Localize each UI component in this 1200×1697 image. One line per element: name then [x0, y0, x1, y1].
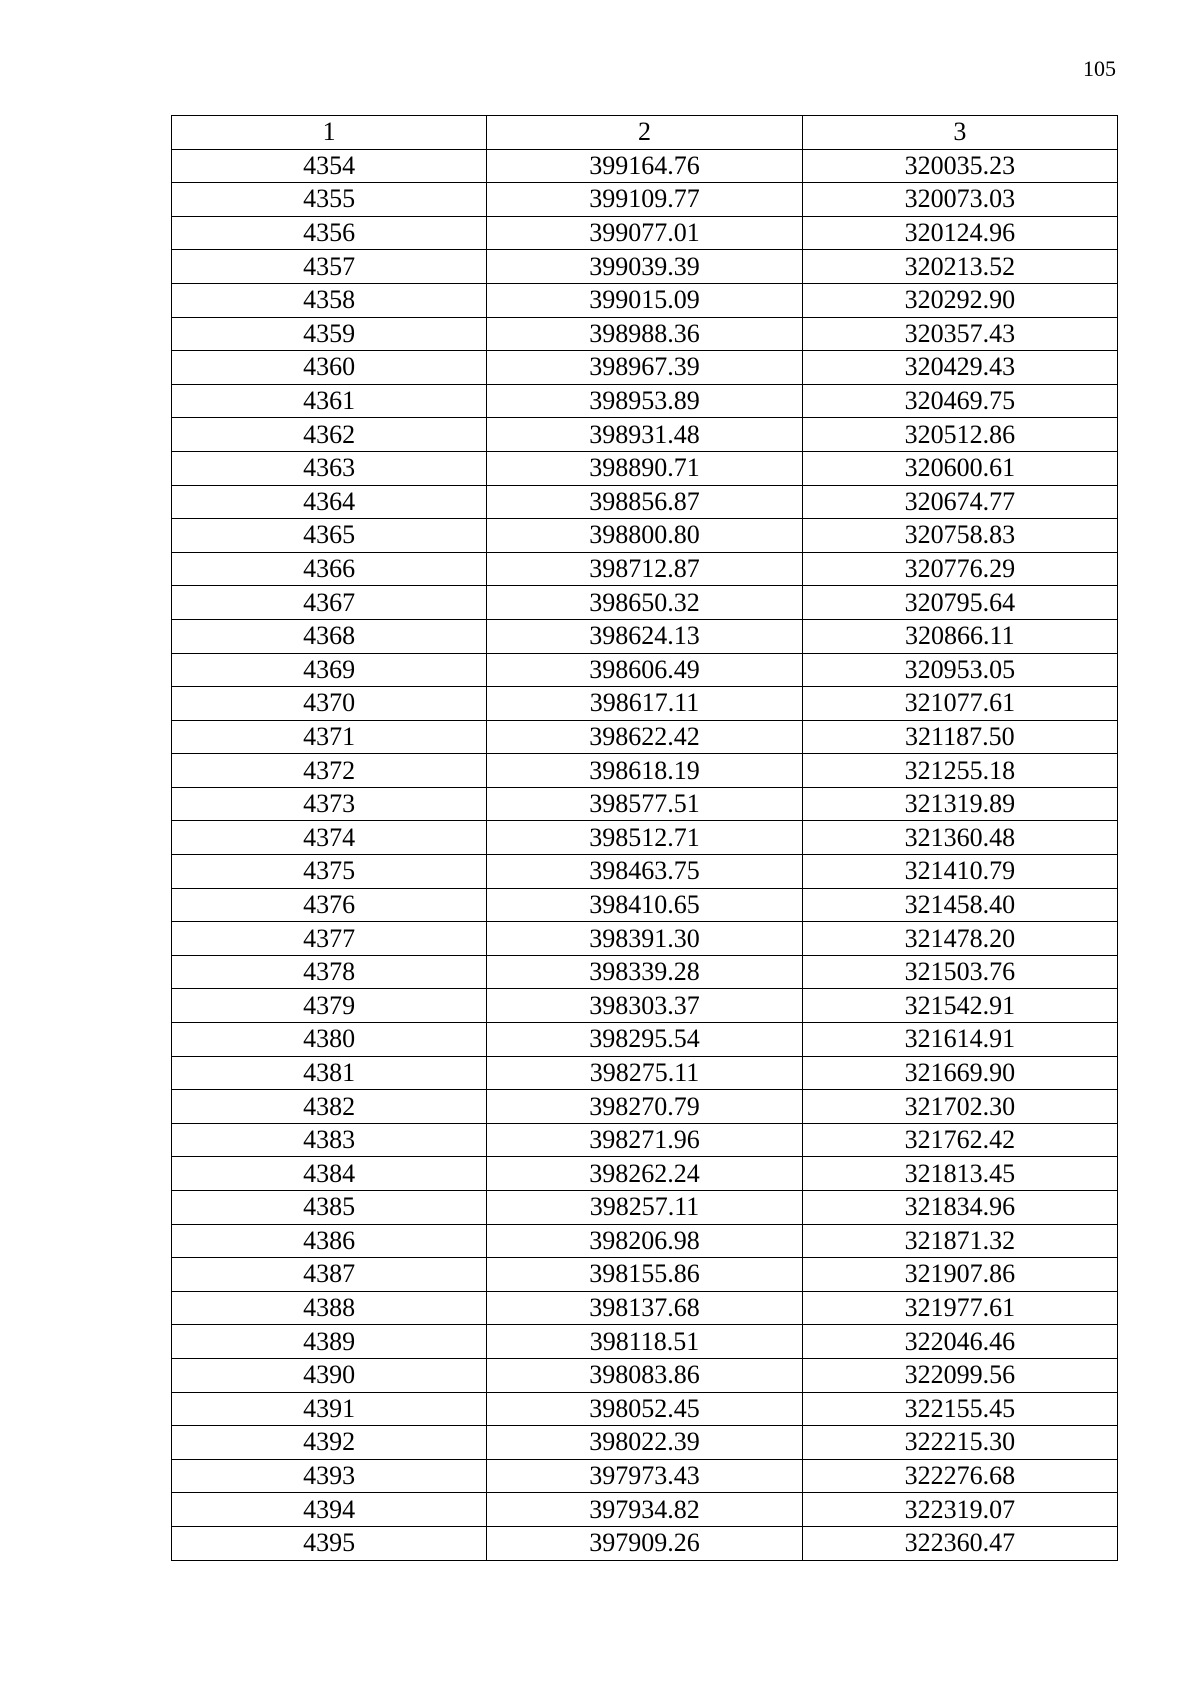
table-cell: 4380 [172, 1023, 487, 1057]
table-cell: 4388 [172, 1291, 487, 1325]
table-cell: 4366 [172, 552, 487, 586]
table-cell: 4364 [172, 485, 487, 519]
table-cell: 4376 [172, 888, 487, 922]
table-row [172, 351, 1118, 385]
table-row [172, 821, 1118, 855]
table-header [172, 116, 1118, 150]
table-cell: 398624.13 [487, 619, 802, 653]
table-row [172, 687, 1118, 721]
table-cell: 321669.90 [802, 1056, 1117, 1090]
table-cell: 4392 [172, 1426, 487, 1460]
table-cell: 398953.89 [487, 384, 802, 418]
table-cell: 398257.11 [487, 1191, 802, 1225]
table-row [172, 922, 1118, 956]
table-row [172, 1358, 1118, 1392]
table-cell: 398022.39 [487, 1426, 802, 1460]
table-cell: 321319.89 [802, 787, 1117, 821]
table-header-row [172, 116, 1118, 150]
table-row [172, 1157, 1118, 1191]
table-cell: 320953.05 [802, 653, 1117, 687]
table-row [172, 855, 1118, 889]
table-row [172, 888, 1118, 922]
table-cell: 4387 [172, 1258, 487, 1292]
table-row [172, 384, 1118, 418]
table-row [172, 1056, 1118, 1090]
table-row [172, 485, 1118, 519]
table-row [172, 1123, 1118, 1157]
table-cell: 320600.61 [802, 451, 1117, 485]
table-row [172, 1258, 1118, 1292]
table-cell: 321614.91 [802, 1023, 1117, 1057]
table-cell: 4391 [172, 1392, 487, 1426]
table-cell: 398463.75 [487, 855, 802, 889]
table-cell: 399109.77 [487, 183, 802, 217]
table-row [172, 586, 1118, 620]
table-cell: 398890.71 [487, 451, 802, 485]
table-cell: 321458.40 [802, 888, 1117, 922]
table-cell: 398967.39 [487, 351, 802, 385]
table-cell: 321410.79 [802, 855, 1117, 889]
table-cell: 321077.61 [802, 687, 1117, 721]
table-cell: 398270.79 [487, 1090, 802, 1124]
table-cell: 4369 [172, 653, 487, 687]
table-row [172, 1224, 1118, 1258]
table-cell: 4371 [172, 720, 487, 754]
table-cell: 398295.54 [487, 1023, 802, 1057]
table-cell: 398931.48 [487, 418, 802, 452]
table-cell: 4359 [172, 317, 487, 351]
table-cell: 398339.28 [487, 955, 802, 989]
table-cell: 398712.87 [487, 552, 802, 586]
table-cell: 321360.48 [802, 821, 1117, 855]
table-cell: 4354 [172, 149, 487, 183]
table-row [172, 552, 1118, 586]
table-cell: 320512.86 [802, 418, 1117, 452]
table-row [172, 216, 1118, 250]
table-cell: 399015.09 [487, 283, 802, 317]
table-cell: 322046.46 [802, 1325, 1117, 1359]
table-cell: 398606.49 [487, 653, 802, 687]
table-cell: 398622.42 [487, 720, 802, 754]
table-cell: 398391.30 [487, 922, 802, 956]
table-cell: 320866.11 [802, 619, 1117, 653]
table-cell: 4377 [172, 922, 487, 956]
table-cell: 321907.86 [802, 1258, 1117, 1292]
table-row [172, 1526, 1118, 1560]
table-cell: 4389 [172, 1325, 487, 1359]
table-row [172, 989, 1118, 1023]
table-body [172, 149, 1118, 1560]
table-cell: 321834.96 [802, 1191, 1117, 1225]
table-cell: 4357 [172, 250, 487, 284]
table-cell: 398650.32 [487, 586, 802, 620]
table-row [172, 787, 1118, 821]
table-cell: 322099.56 [802, 1358, 1117, 1392]
table-cell: 398206.98 [487, 1224, 802, 1258]
table-cell: 321478.20 [802, 922, 1117, 956]
page-number: 105 [1083, 56, 1116, 81]
table-cell: 398800.80 [487, 519, 802, 553]
column-header: 2 [487, 116, 802, 150]
table-cell: 4367 [172, 586, 487, 620]
table-cell: 322319.07 [802, 1493, 1117, 1527]
table-cell: 4368 [172, 619, 487, 653]
table-cell: 398275.11 [487, 1056, 802, 1090]
table-row [172, 720, 1118, 754]
table-cell: 398155.86 [487, 1258, 802, 1292]
table-row [172, 1291, 1118, 1325]
table-row [172, 1392, 1118, 1426]
table-cell: 320429.43 [802, 351, 1117, 385]
table-cell: 320776.29 [802, 552, 1117, 586]
table-cell: 398512.71 [487, 821, 802, 855]
table-row [172, 955, 1118, 989]
table-cell: 322360.47 [802, 1526, 1117, 1560]
table-cell: 4356 [172, 216, 487, 250]
table-cell: 321977.61 [802, 1291, 1117, 1325]
table-cell: 398618.19 [487, 754, 802, 788]
table-row [172, 418, 1118, 452]
table-cell: 4363 [172, 451, 487, 485]
table-cell: 320035.23 [802, 149, 1117, 183]
table-cell: 321503.76 [802, 955, 1117, 989]
table-cell: 399039.39 [487, 250, 802, 284]
table-cell: 321255.18 [802, 754, 1117, 788]
table-cell: 4385 [172, 1191, 487, 1225]
table-cell: 4374 [172, 821, 487, 855]
table-cell: 4355 [172, 183, 487, 217]
table-row [172, 149, 1118, 183]
table-cell: 4362 [172, 418, 487, 452]
column-header: 3 [802, 116, 1117, 150]
table-cell: 4372 [172, 754, 487, 788]
table-cell: 320469.75 [802, 384, 1117, 418]
table-cell: 398118.51 [487, 1325, 802, 1359]
table-cell: 320292.90 [802, 283, 1117, 317]
table-row [172, 754, 1118, 788]
coordinate-table [171, 115, 1118, 1561]
table-cell: 398617.11 [487, 687, 802, 721]
table-cell: 322155.45 [802, 1392, 1117, 1426]
table-row [172, 1325, 1118, 1359]
table-cell: 4383 [172, 1123, 487, 1157]
table-cell: 321813.45 [802, 1157, 1117, 1191]
table-row [172, 317, 1118, 351]
table-cell: 398410.65 [487, 888, 802, 922]
table-cell: 4360 [172, 351, 487, 385]
table-cell: 398988.36 [487, 317, 802, 351]
table-cell: 4381 [172, 1056, 487, 1090]
table-cell: 4386 [172, 1224, 487, 1258]
table-row [172, 1426, 1118, 1460]
table-cell: 398303.37 [487, 989, 802, 1023]
table-row [172, 451, 1118, 485]
table-cell: 4358 [172, 283, 487, 317]
table-row [172, 519, 1118, 553]
table-cell: 398262.24 [487, 1157, 802, 1191]
table-cell: 321871.32 [802, 1224, 1117, 1258]
table-cell: 4390 [172, 1358, 487, 1392]
table-cell: 399164.76 [487, 149, 802, 183]
table-row [172, 619, 1118, 653]
table-cell: 321702.30 [802, 1090, 1117, 1124]
table-cell: 399077.01 [487, 216, 802, 250]
table-cell: 320073.03 [802, 183, 1117, 217]
table-row [172, 250, 1118, 284]
table-cell: 320795.64 [802, 586, 1117, 620]
table-cell: 4394 [172, 1493, 487, 1527]
table-cell: 4379 [172, 989, 487, 1023]
table-cell: 321762.42 [802, 1123, 1117, 1157]
table-row [172, 1023, 1118, 1057]
table-cell: 4375 [172, 855, 487, 889]
table-cell: 397934.82 [487, 1493, 802, 1527]
table-cell: 321542.91 [802, 989, 1117, 1023]
table-row [172, 653, 1118, 687]
table-cell: 320213.52 [802, 250, 1117, 284]
table-cell: 397909.26 [487, 1526, 802, 1560]
table-cell: 398577.51 [487, 787, 802, 821]
table-row [172, 1493, 1118, 1527]
table-cell: 4370 [172, 687, 487, 721]
table-cell: 320758.83 [802, 519, 1117, 553]
table-cell: 4373 [172, 787, 487, 821]
table-row [172, 283, 1118, 317]
table-row [172, 1459, 1118, 1493]
table-cell: 4384 [172, 1157, 487, 1191]
table-cell: 4365 [172, 519, 487, 553]
table-row [172, 1090, 1118, 1124]
table-cell: 322215.30 [802, 1426, 1117, 1460]
column-header: 1 [172, 116, 487, 150]
table-cell: 398052.45 [487, 1392, 802, 1426]
table-row [172, 1191, 1118, 1225]
table-cell: 398856.87 [487, 485, 802, 519]
table-cell: 398271.96 [487, 1123, 802, 1157]
table-cell: 4382 [172, 1090, 487, 1124]
table-cell: 320674.77 [802, 485, 1117, 519]
table-cell: 322276.68 [802, 1459, 1117, 1493]
table-row [172, 183, 1118, 217]
table-cell: 320124.96 [802, 216, 1117, 250]
table-cell: 4378 [172, 955, 487, 989]
table-cell: 398137.68 [487, 1291, 802, 1325]
table-cell: 321187.50 [802, 720, 1117, 754]
table-cell: 4395 [172, 1526, 487, 1560]
table-cell: 398083.86 [487, 1358, 802, 1392]
table-cell: 320357.43 [802, 317, 1117, 351]
table-cell: 397973.43 [487, 1459, 802, 1493]
table-cell: 4393 [172, 1459, 487, 1493]
table-cell: 4361 [172, 384, 487, 418]
